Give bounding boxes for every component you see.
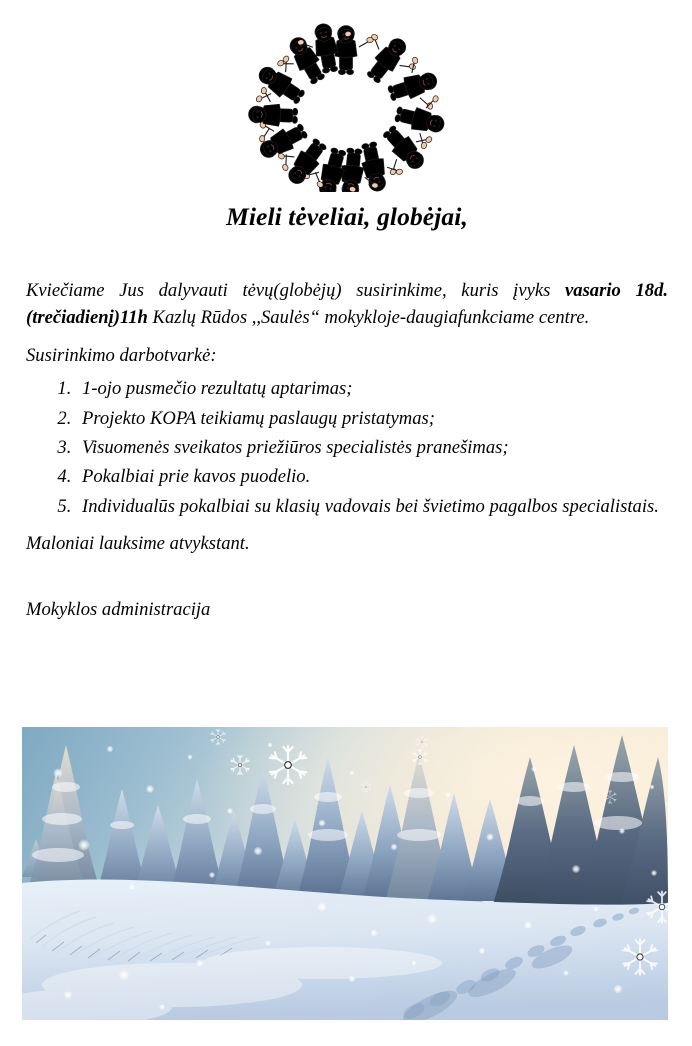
agenda-item: 5. Individualūs pokalbiai su klasių vadovais bei švietimo pagalbos specialistais.: [76, 493, 668, 520]
signature-line: Mokyklos administracija: [26, 599, 211, 621]
winter-forest-svg: [22, 727, 668, 1020]
agenda-heading: Susirinkimo darbotvarkė:: [26, 345, 217, 367]
meeting-datetime: vasario 18d. (trečiadienį)11h: [26, 280, 669, 329]
agenda-item: 1. 1-ojo pusmečio rezultatų aptarimas;: [76, 375, 668, 402]
children-circle-illustration: [0, 14, 692, 200]
agenda-item: 3. Visuomenės sveikatos priežiūros specialistės pranešimas;: [76, 434, 668, 461]
winter-forest-photo: [22, 727, 668, 1020]
agenda-list: [26, 375, 668, 520]
invitation-paragraph: [26, 277, 668, 331]
agenda-item: 4. Pokalbiai prie kavos puodelio.: [76, 463, 668, 490]
invitation-text-after: Kazlų Rūdos ,,Saulės“ mokykloje-daugiafunkciame centre.: [147, 307, 590, 329]
closing-line: Maloniai lauksime atvykstant.: [26, 533, 250, 555]
children-ring: [246, 22, 446, 192]
children-circle-svg: [246, 22, 446, 192]
invitation-text-before: Kviečiame Jus dalyvauti tėvų(globėjų) susirinkime, kuris įvyks: [26, 280, 566, 301]
agenda-item: 2. Projekto KOPA teikiamų paslaugų pristatymas;: [76, 405, 668, 432]
document-body: [26, 277, 668, 623]
page-title: Mieli tėveliai, globėjai,: [226, 202, 468, 231]
